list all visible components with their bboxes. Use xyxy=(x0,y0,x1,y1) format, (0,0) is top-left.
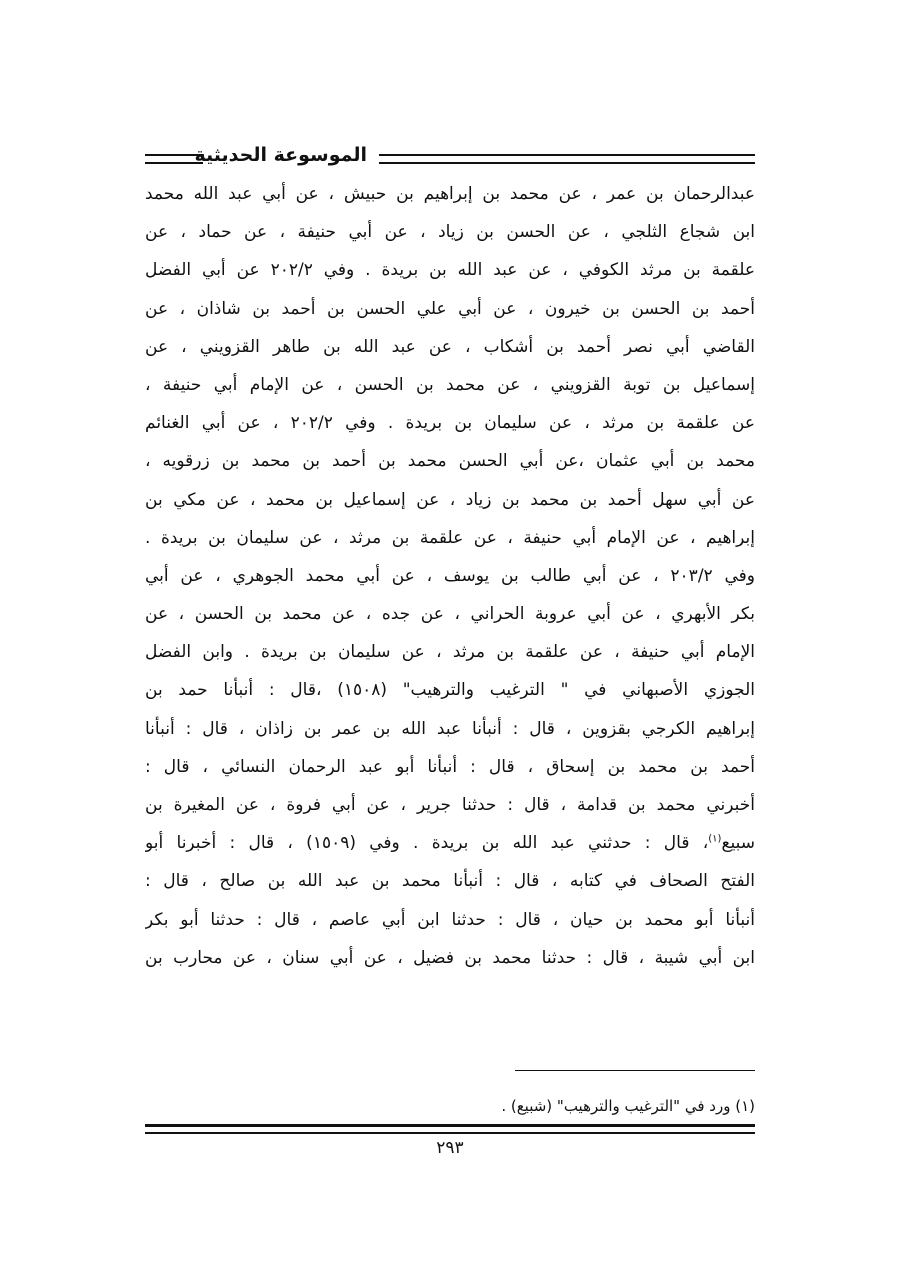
text-line: ابن شجاع الثلجي ، عن الحسن بن زياد ، عن أبي حنيفة ، عن حماد ، عن xyxy=(145,222,755,243)
text-line: أخبرني محمد بن قدامة ، قال : حدثنا جرير ، عن أبي فروة ، عن المغيرة بن xyxy=(145,795,755,815)
main-text xyxy=(145,175,755,977)
text-line-with-footnote-ref xyxy=(145,824,755,862)
text-line: إسماعيل بن توبة القزويني ، عن محمد بن الحسن ، عن الإمام أبي حنيفة ، xyxy=(145,374,755,395)
word-before-ref: سبيع xyxy=(721,833,755,854)
footnote-separator xyxy=(515,1070,755,1071)
text-line: عن أبي سهل أحمد بن محمد بن زياد ، عن إسماعيل بن محمد ، عن مكي بن xyxy=(145,489,755,510)
text-line: الفتح الصحاف في كتابه ، قال : أنبأنا محمد بن عبد الله بن صالح ، قال : xyxy=(145,871,755,892)
text-line: إبراهيم الكرجي بقزوين ، قال : أنبأنا عبد الله بن عمر بن زاذان ، قال : أنبأنا xyxy=(145,718,755,739)
text-line: محمد بن أبي عثمان ،عن أبي الحسن محمد بن أحمد بن محمد بن زرقويه ، xyxy=(145,451,755,472)
text-line: الإمام أبي حنيفة ، عن علقمة بن مرثد ، عن سليمان بن بريدة . وابن الفضل xyxy=(145,642,755,663)
running-title: الموسوعة الحديثية xyxy=(194,144,367,166)
text-line: أنبأنا أبو محمد بن حيان ، قال : حدثنا ابن أبي عاصم ، قال : حدثنا أبو بكر xyxy=(145,909,755,930)
text-line: عبدالرحمان بن عمر ، عن محمد بن إبراهيم بن حبيش ، عن أبي عبد الله محمد xyxy=(145,184,755,204)
page-header xyxy=(145,138,755,178)
footnote-reference: (١) xyxy=(708,833,722,845)
text-line: إبراهيم ، عن الإمام أبي حنيفة ، عن علقمة بن مرثد ، عن سليمان بن بريدة . xyxy=(145,527,755,548)
header-rule-right xyxy=(379,154,755,164)
page-number: ٢٩٣ xyxy=(436,1138,464,1158)
text-line: وفي ٢٠٣/٢ ، عن أبي طالب بن يوسف ، عن أبي محمد الجوهري ، عن أبي xyxy=(145,565,755,586)
text-line: بكر الأبهري ، عن أبي عروبة الحراني ، عن جده ، عن محمد بن الحسن ، عن xyxy=(145,604,755,625)
header-rule-left xyxy=(145,154,203,164)
text-line: أحمد بن محمد بن إسحاق ، قال : أنبأنا أبو عبد الرحمان النسائي ، قال : xyxy=(145,756,755,777)
footnote: (١) ورد في "الترغيب والترهيب" (شبيع) . xyxy=(501,1097,755,1115)
text-line: القاضي أبي نصر أحمد بن أشكاب ، عن عبد الله بن طاهر القزويني ، عن xyxy=(145,336,755,357)
footer-rule xyxy=(145,1124,755,1134)
text-after-ref: ، قال : حدثني عبد الله بن بريدة . وفي (١٥٠٩) ، قال : أخبرنا أبو xyxy=(145,833,709,854)
text-line: الجوزي الأصبهاني في " الترغيب والترهيب" (١٥٠٨) ،قال : أنبأنا حمد بن xyxy=(145,680,755,701)
text-line: علقمة بن مرثد الكوفي ، عن عبد الله بن بريدة . وفي ٢٠٢/٢ عن أبي الفضل xyxy=(145,260,755,281)
text-line: أحمد بن الحسن بن خيرون ، عن أبي علي الحسن بن أحمد بن شاذان ، عن xyxy=(145,298,755,319)
text-line: ابن أبي شيبة ، قال : حدثنا محمد بن فضيل ، عن أبي سنان ، عن محارب بن xyxy=(145,947,755,968)
text-line: عن علقمة بن مرثد ، عن سليمان بن بريدة . وفي ٢٠٢/٢ ، عن أبي الغنائم xyxy=(145,413,755,434)
